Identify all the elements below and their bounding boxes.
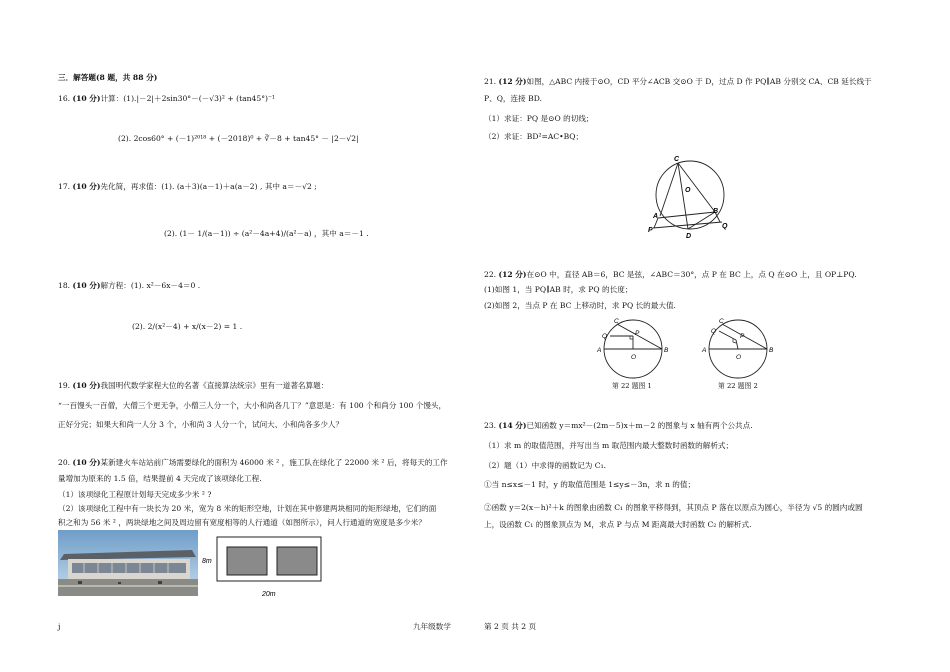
station-photo [58, 530, 198, 596]
question-text: 在⊙O 中，直径 AB＝6，BC 是弦，∠ABC＝30°，点 P 在 BC 上，点 Q 在⊙O 上，且 OP⊥PQ. [526, 270, 857, 279]
question-text: (2). 2cos60° + (－1)²⁰¹⁸ + (－2018)⁰ + ∛－8 + tan45° － |2－√2| [118, 134, 359, 143]
question-number: 16. [58, 94, 71, 103]
question-score: (10 分) [72, 381, 101, 390]
question-number: 17. [58, 182, 71, 191]
question-score: (10 分) [72, 94, 101, 103]
green-plot-right [277, 547, 317, 575]
question-text: （2）题（1）中求得的函数记为 C₁. [484, 461, 607, 470]
question-number: 20. [58, 458, 71, 467]
question-number: 19. [58, 381, 71, 390]
question-text: 解方程：(1). x²－6x－4＝0 . [100, 281, 201, 290]
question-text: ①当 n≤x≤－1 时，y 的取值范围是 1≤y≤－3n，求 n 的值； [484, 480, 696, 489]
label-Q: Q [711, 328, 717, 335]
label-Q: Q [602, 333, 608, 340]
question-text: （2）该项绿化工程中有一块长为 20 米，宽为 8 米的矩形空地，计划在其中修建两块相同的矩形绿地，它们的面 [58, 504, 437, 513]
label-C: C [614, 318, 619, 325]
label-D: D [686, 233, 692, 240]
question-text: “一百馒头一百僧，大僧三个更无争，小僧三人分一个，大小和尚各几丁？”意思是：有 100 个和尚分 100 个馒头， [58, 401, 447, 410]
question-score: (12 分) [498, 270, 527, 279]
label-A: A [597, 347, 602, 354]
label-Q: Q [722, 223, 728, 230]
question-text: 先化简，再求值：(1). (a＋3)(a－1)＋a(a－2) , 其中 a＝－√2 ; [100, 182, 317, 191]
question-text: （1）该项绿化工程原计划每天完成多少米 ² ? [58, 490, 212, 499]
question-text: (2)如图 2，当点 P 在 BC 上移动时，求 PQ 长的最大值. [484, 301, 676, 310]
question-text: (2). (1－ 1/(a－1)) ÷ (a²－4a+4)/(a²－a) ，其中 a＝－1 . [164, 229, 369, 238]
question-score: (10 分) [72, 182, 101, 191]
question-text: 上，设函数 C₁ 的图象顶点为 M，求点 P 与点 M 距离最大时函数 C₂ 的解析式. [484, 520, 752, 529]
label-A: A [653, 213, 659, 220]
q21-circle-figure [640, 152, 740, 242]
question-text: ②函数 y＝2(x－h)²＋k 的图象由函数 C₁ 的图象平移得到，其顶点 P 落在以原点为圆心，半径为 √5 的圆内或圆 [484, 503, 863, 512]
question-text: 某新建火车站站前广场需要绿化的面积为 46000 米 ² ，施工队在绿化了 22000 米 ² 后，将每天的工作 [100, 458, 448, 467]
q20-rectangle-figure [200, 530, 330, 604]
label-B: B [664, 347, 669, 354]
label-B: B [769, 347, 774, 354]
question-score: (14 分) [498, 421, 527, 430]
question-text: 积之和为 56 米 ² ，两块绿地之间及周边留有宽度相等的人行通道（如图所示），问人行通道的宽度是多少米？ [58, 518, 426, 527]
question-text: 我国明代数学家程大位的名著《直接算法统宗》里有一道著名算题： [100, 381, 329, 390]
label-A: A [702, 347, 707, 354]
question-text: 量增加为原来的 1.5 倍，结果提前 4 天完成了该项绿化工程. [58, 474, 262, 483]
footer-left-mark: j [58, 622, 61, 631]
question-number: 22. [484, 270, 497, 279]
question-text: 已知函数 y＝mx²－(2m－5)x＋m－2 的图象与 x 轴有两个公共点. [526, 421, 753, 430]
question-text: （2）求证：BD²=AC•BQ； [484, 132, 584, 141]
question-score: (10 分) [72, 281, 101, 290]
section-title: 三．解答题(8 题，共 88 分) [58, 73, 158, 82]
question-text: （1）求 m 的取值范围，并写出当 m 取范围内最大整数时函数的解析式； [484, 441, 734, 450]
label-O: O [736, 354, 742, 361]
label-O: O [685, 187, 691, 194]
question-text: 计算：(1).|－2|＋2sin30°－(－√3)² + (tan45°)⁻¹ [100, 94, 276, 103]
label-P: P [740, 333, 745, 340]
footer-page-number: 第 2 页 共 2 页 [484, 622, 537, 631]
q22-figure-2 [700, 316, 780, 380]
label-P: P [648, 227, 653, 234]
label-C: C [719, 318, 724, 325]
question-text: 如图，△ABC 内接于⊙O，CD 平分∠ACB 交⊙O 于 D，过点 D 作 PQ∥AB 分别交 CA、CB 延长线于 [526, 77, 872, 86]
question-text: 正好分完；如果大和尚一人分 3 个，小和尚 3 人分一个，试问大、小和尚各多少人？ [58, 420, 344, 429]
figure-caption: 第 22 题图 1 [612, 382, 652, 390]
figure-caption: 第 22 题图 2 [718, 382, 758, 390]
question-score: (10 分) [72, 458, 101, 467]
question-text: (1)如图 1，当 PQ∥AB 时，求 PQ 的长度； [484, 285, 633, 294]
question-number: 21. [484, 77, 497, 86]
question-number: 18. [58, 281, 71, 290]
question-text: （1）求证：PQ 是⊙O 的切线； [484, 114, 594, 123]
green-plot-left [227, 547, 267, 575]
label-B: B [713, 208, 719, 215]
question-text: (2). 2/(x²－4) + x/(x－2) = 1 . [132, 322, 243, 331]
question-number: 23. [484, 421, 497, 430]
length-label: 20m [262, 591, 276, 598]
question-score: (12 分) [498, 77, 527, 86]
q22-figure-1 [595, 316, 675, 380]
label-P: P [635, 330, 640, 337]
label-C: C [674, 156, 680, 163]
question-text: P、Q，连接 BD. [484, 94, 542, 103]
footer-subject: 九年级数学 [413, 622, 451, 631]
width-label: 8m [202, 558, 212, 565]
label-O: O [631, 354, 637, 361]
